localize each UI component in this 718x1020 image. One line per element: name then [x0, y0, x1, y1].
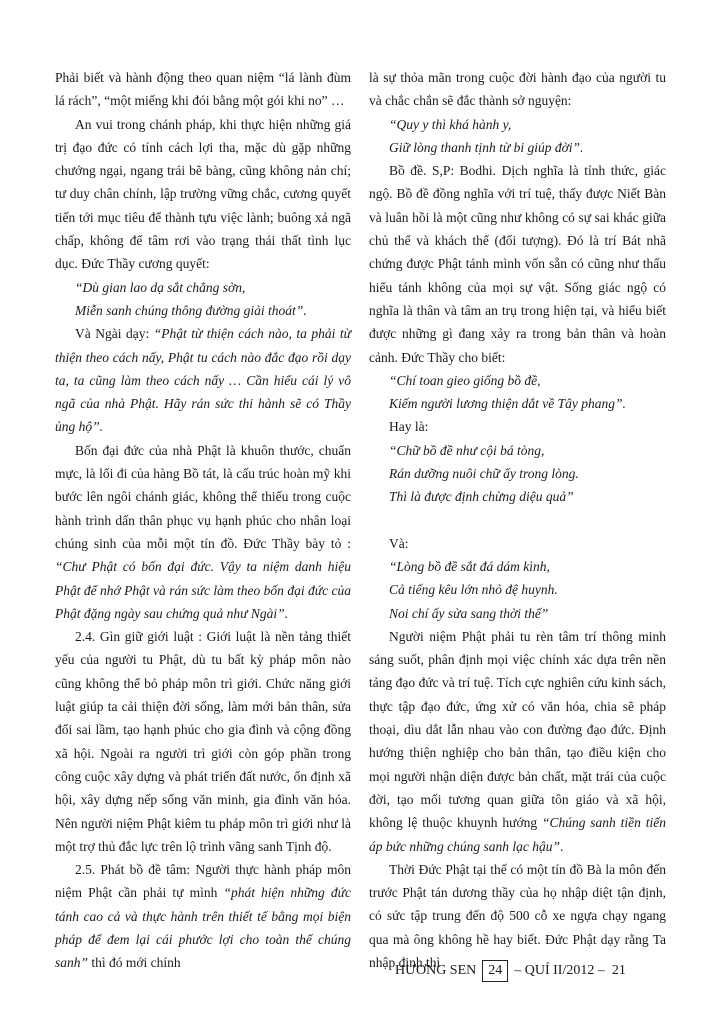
connector-text: Và:	[389, 535, 409, 551]
text-run: Và Ngài dạy:	[75, 326, 154, 342]
verse-line: Rán dưỡng nuôi chữ ấy trong lòng.	[389, 466, 579, 482]
paragraph	[55, 858, 351, 974]
right-column	[369, 66, 666, 974]
text-run: .	[559, 838, 564, 854]
verse-line: Giữ lòng thanh tịnh từ bi giúp đời”.	[389, 139, 584, 155]
page-footer	[395, 960, 626, 982]
verse-line: Miễn sanh chúng thông đường giải thoát”.	[75, 302, 307, 318]
verse-line: Kiếm người lương thiện dắt về Tây phang”.	[389, 396, 626, 412]
paragraph: 2.4. Gìn giữ giới luật : Giới luật là nền tảng thiết yếu của người tu Phật, dù tu bất kỳ pháp môn nào cũng không thể bỏ pháp môn trì giới. Chức năng giới luật giúp ta cải thiện đời sống, làm mới bản thân, sửa đổi sai lầm, tạo hạnh phúc cho gia đình và cộng đồng xã hội. Ngoài ra người trì giới còn góp phần trong công cuộc xây dựng và phát triển đất nước, ổn định xã hội, xây dựng nếp sống văn minh, gia đình văn hóa. Nên người niệm Phật kiêm tu pháp môn trì giới như là một trợ thủ đắc lực trên lộ trình vãng sanh Tịnh độ.	[55, 629, 351, 854]
paragraph: Bồ đề. S,P: Bodhi. Dịch nghĩa là tỉnh thức, giác ngộ. Bồ đề đồng nghĩa với trí tuệ, thấy được Niết Bàn và luân hồi là một cũng như không có sự sai khác giữa chủ thể và khách thể (đối tượng). Đó là trí Bát nhã chứng được Phật tánh mình vốn sẵn có cũng như thấu hiểu tánh không của mọi sự vật. Sống giác ngộ có nghĩa là thân và tâm an trụ trong hiện tại, và hiểu biết được những gì đang xảy ra trong bản thân và hoàn cảnh. Đức Thầy cho biết:	[369, 163, 666, 365]
paragraph	[55, 322, 351, 438]
paragraph: là sự thỏa mãn trong cuộc đời hành đạo của người tu và chắc chắn sẽ đắc thành sở nguyện:	[369, 70, 666, 109]
quote-text: “Chư Phật có bốn đại đức. Vậy ta niệm danh hiệu Phật để nhớ Phật và rán sức làm theo bốn đại đức của Phật đặng ngày sau chứng quả như Ngài”.	[55, 559, 351, 621]
page-number: 21	[611, 963, 626, 978]
left-column	[55, 66, 351, 975]
verse-line: Cả tiếng kêu lớn nhỏ đệ huynh.	[389, 582, 558, 598]
paragraph: An vui trong chánh pháp, khi thực hiện những giá trị đạo đức có tính cách lợi tha, mặc dù gặp những chướng ngại, ngang trái bẽ bàng, cũng không nản chí; tư duy chân chính, lập trường vững chắc, cương quyết tiến tới mục tiêu để thành tựu việc lành; buông xả ngã chấp, không để tâm rơi vào trạng thái thất tình lục dục. Đức Thầy cương quyết:	[55, 116, 351, 272]
spacer	[369, 509, 666, 532]
magazine-name: HƯƠNG SEN	[395, 963, 477, 978]
issue-number: 24	[482, 960, 508, 982]
verse-line: “Dù gian lao dạ sắt chẳng sờn,	[75, 279, 246, 295]
paragraph: Phải biết và hành động theo quan niệm “lá lành đùm lá rách”, “một miếng khi đói bằng một gói khi no” …	[55, 70, 351, 109]
paragraph	[369, 625, 666, 858]
verse-line: “Chí toan gieo giống bồ đề,	[389, 372, 541, 388]
connector-text: Hay là:	[389, 419, 429, 435]
verse-line: “Lòng bồ đề sắt đá dám kình,	[389, 558, 550, 574]
text-run: thì đó mới chính	[88, 955, 181, 971]
verse-line: Noi chí ấy sửa sang thời thế”	[389, 605, 549, 621]
quote-text: “phát hiện những đức tánh cao cả và thực hành trên thiết tế bằng mọi biện pháp để đem lại cái phước lợi cho toàn thể chúng sanh”	[55, 885, 351, 971]
issue-quarter: – QUÍ II/2012 –	[514, 963, 605, 978]
text-run: Người niệm Phật phải tu rèn tâm trí thông minh sáng suốt, phân định mọi việc chính xác dựa trên nền tảng đạo đức và trí tuệ. Tích cực nghiên cứu kinh sách, thực tập đạo đức, ứng xử có văn hóa, chia sẽ pháp thoại, dìu dắt lẫn nhau vào con đường đạo đức. Định hướng thiện nghiệp cho bản thân, tạo điều kiện cho mọi người nhận diện được bản chất, mặt trái của cuộc đời, tạo mối tương quan giữa tôn giáo và xã hội, không lệ thuộc khuynh hướng	[369, 628, 666, 831]
verse-line: “Chữ bồ đề như cội bá tòng,	[389, 442, 545, 458]
verse-line: “Quy y thì khá hành y,	[389, 116, 512, 132]
quote-text: “Phật từ thiện cách nào, ta phải từ thiện theo cách nấy, Phật tu cách nào đắc đạo rồi dạy ta, ta cũng làm theo cách nấy … Cần hiểu cái lý vô ngã của nhà Phật. Hãy rán sức thi hành sẽ có Thầy ủng hộ”.	[55, 326, 351, 435]
text-run: 2.5. Phát bồ đề tâm: Người thực hành pháp môn niệm Phật cần phải tự mình	[55, 862, 351, 901]
paragraph	[55, 439, 351, 625]
quote-text: “Chúng sanh tiền tiến áp bức những chúng sanh lạc hậu”	[369, 815, 666, 854]
text-run: Bốn đại đức của nhà Phật là khuôn thước, chuẩn mực, là lối đi của hàng Bồ tát, là cấu trúc hoàn mỹ khi bước lên ngôi chánh giác, không thể thiếu trong cuộc hành trình dấn thân phục vụ hạnh phúc cho nhân loại chúng sinh của mỗi một tín đồ. Đức Thầy bày tỏ :	[55, 442, 351, 551]
paragraph: Thời Đức Phật tại thế có một tín đồ Bà la môn đến trước Phật tán dương thầy của họ nhập diệt tận định, có sức tập trung đến độ 500 cỗ xe ngựa chạy ngang qua mà ông không hề hay biết. Đức Phật dạy rằng Ta nhập định thì	[369, 861, 666, 970]
verse-line: Thì là được định chừng diệu quả”	[389, 489, 574, 505]
